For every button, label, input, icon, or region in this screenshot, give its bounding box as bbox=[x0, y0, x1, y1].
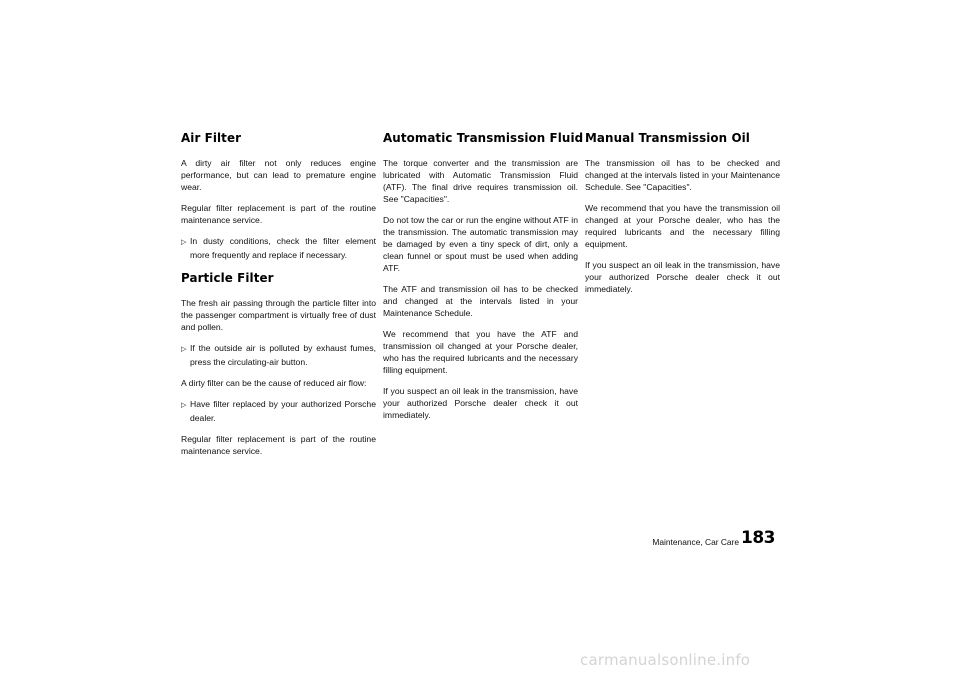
column-middle bbox=[383, 130, 584, 430]
page-number: 183 bbox=[741, 528, 775, 548]
heading-manual-transmission-oil: Manual Transmission Oil bbox=[585, 130, 750, 145]
bullet-item bbox=[181, 235, 376, 261]
bullet-item bbox=[181, 398, 376, 424]
page-footer bbox=[640, 528, 775, 550]
bullet-text: If the outside air is polluted by exhaust fumes, press the circulating-air button. bbox=[190, 343, 376, 367]
paragraph: If you suspect an oil leak in the transmission, have your authorized Porsche dealer check it out immediately. bbox=[383, 386, 578, 420]
column-left bbox=[181, 130, 376, 466]
paragraph: The torque converter and the transmission are lubricated with Automatic Transmission Fluid (ATF). The final drive requires transmission oil. See "Capacities". bbox=[383, 158, 578, 204]
column-right bbox=[585, 130, 780, 304]
bullet-text: In dusty conditions, check the filter element more frequently and replace if necessary. bbox=[190, 236, 376, 260]
paragraph: The transmission oil has to be checked and changed at the intervals listed in your Maintenance Schedule. See "Capacities". bbox=[585, 158, 780, 192]
paragraph: Regular filter replacement is part of the routine maintenance service. bbox=[181, 203, 376, 225]
triangle-bullet-icon: ▷ bbox=[181, 402, 187, 409]
paragraph: The fresh air passing through the particle filter into the passenger compartment is virtually free of dust and pollen. bbox=[181, 298, 376, 332]
watermark: carmanualsonline.info bbox=[580, 651, 751, 669]
paragraph: We recommend that you have the transmission oil changed at your Porsche dealer, who has the required lubricants and the necessary filling equipment. bbox=[585, 203, 780, 249]
paragraph: Do not tow the car or run the engine without ATF in the transmission. The automatic transmission may be damaged by even a tiny speck of dirt, only a clean funnel or spout must be used when adding ATF. bbox=[383, 215, 578, 273]
section-title: Maintenance, Car Care bbox=[652, 537, 739, 547]
heading-atf: Automatic Transmission Fluid bbox=[383, 130, 584, 145]
paragraph: A dirty air filter not only reduces engine performance, but can lead to premature engine wear. bbox=[181, 158, 376, 192]
triangle-bullet-icon: ▷ bbox=[181, 239, 187, 246]
paragraph: Regular filter replacement is part of the routine maintenance service. bbox=[181, 434, 376, 456]
heading-particle-filter: Particle Filter bbox=[181, 270, 274, 285]
paragraph: The ATF and transmission oil has to be checked and changed at the intervals listed in your Maintenance Schedule. bbox=[383, 284, 578, 318]
paragraph: If you suspect an oil leak in the transmission, have your authorized Porsche dealer check it out immediately. bbox=[585, 260, 780, 294]
paragraph: We recommend that you have the ATF and transmission oil changed at your Porsche dealer, who has the required lubricants and the necessary filling equipment. bbox=[383, 329, 578, 375]
paragraph: A dirty filter can be the cause of reduced air flow: bbox=[181, 378, 367, 388]
bullet-item bbox=[181, 342, 376, 368]
heading-air-filter: Air Filter bbox=[181, 130, 242, 145]
triangle-bullet-icon: ▷ bbox=[181, 346, 187, 353]
bullet-text: Have filter replaced by your authorized Porsche dealer. bbox=[190, 399, 376, 423]
